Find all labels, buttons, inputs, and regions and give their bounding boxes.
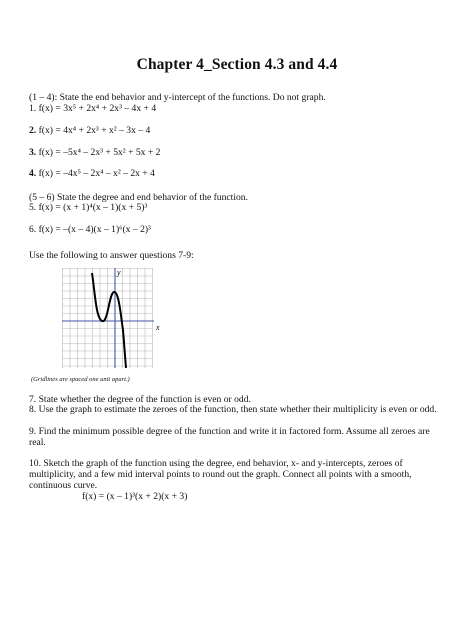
question-1-number: 1. bbox=[29, 103, 37, 114]
question-10: 10. Sketch the graph of the function using the degree, end behavior, x- and y-intercepts, zeroes of multiplicity, and a few mid interval points to round out the graph. Connect all points with a smooth, continuous curve. bbox=[29, 458, 412, 491]
question-8: 8. Use the graph to estimate the zeroes of the function, then state whether their multiplicity is even or odd. bbox=[29, 404, 437, 415]
y-axis-label: y bbox=[117, 268, 121, 277]
question-3-expression: f(x) = –5x⁴ – 2x³ + 5x² + 5x + 2 bbox=[36, 147, 161, 158]
x-axis-label: x bbox=[156, 323, 160, 332]
question-9: 9. Find the minimum possible degree of the function and write it in factored form. Assume all zeroes are real. bbox=[29, 426, 430, 448]
question-3-number: 3. bbox=[29, 147, 37, 158]
page-title: Chapter 4_Section 4.3 and 4.4 bbox=[136, 56, 338, 73]
question-4-number: 4. bbox=[29, 168, 37, 179]
question-2-expression: f(x) = 4x⁴ + 2x³ + x² – 3x – 4 bbox=[36, 125, 151, 136]
question-6: 6. f(x) = –(x – 4)(x – 1)⁶(x – 2)³ bbox=[29, 224, 151, 235]
use-following-instruction: Use the following to answer questions 7-9: bbox=[29, 250, 194, 261]
question-2-number: 2. bbox=[29, 125, 37, 136]
question-2 bbox=[29, 125, 150, 136]
q1-4-instructions: (1 – 4): State the end behavior and y-intercept of the functions. Do not graph. bbox=[29, 92, 326, 103]
question-1-expression: f(x) = 3x⁵ + 2x⁴ + 2x³ – 4x + 4 bbox=[36, 103, 157, 114]
question-4-expression: f(x) = –4x⁵ – 2x⁴ – x² – 2x + 4 bbox=[36, 168, 155, 179]
q5-6-instructions: (5 – 6) State the degree and end behavior of the function. bbox=[29, 192, 248, 203]
graph-caption: (Gridlines are spaced one unit apart.) bbox=[31, 376, 130, 383]
question-4 bbox=[29, 168, 155, 179]
polynomial-graph bbox=[62, 268, 172, 368]
question-7: 7. State whether the degree of the function is even or odd. bbox=[29, 394, 251, 405]
question-1 bbox=[29, 103, 156, 114]
question-10-expression: f(x) = (x – 1)³(x + 2)(x + 3) bbox=[82, 491, 188, 502]
question-5: 5. f(x) = (x + 1)⁴(x – 1)(x + 5)³ bbox=[29, 202, 148, 213]
question-3 bbox=[29, 147, 160, 158]
